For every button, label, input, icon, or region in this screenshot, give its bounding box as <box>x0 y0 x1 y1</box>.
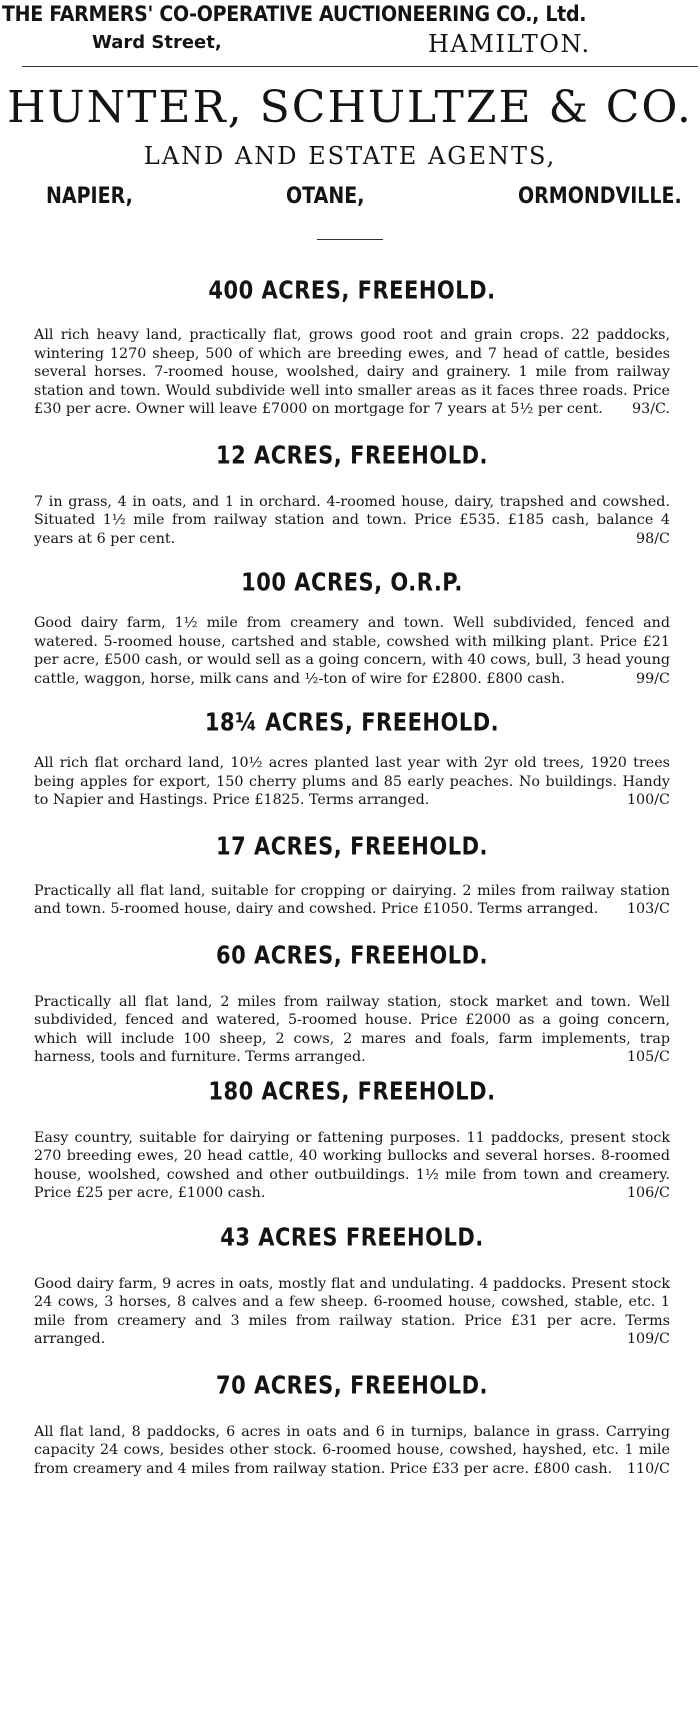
listing-text: All flat land, 8 paddocks, 6 acres in oats and 6 in turnips, balance in grass. Carrying capacity 24 cows, besides other stock. 6-roomed house, cowshed, hayshed, etc. 1 mile from creamery and 4 miles from railway station. Price £33 per acre. £800 cash. <box>34 1423 670 1477</box>
listing-reference: 98/C <box>636 530 670 547</box>
property-listings <box>0 275 700 1478</box>
listing-reference: 103/C <box>626 901 670 917</box>
firm-name: HUNTER, SCHULTZE & CO. <box>7 82 693 133</box>
listing-reference: 105/C <box>626 1049 670 1065</box>
listing <box>34 1222 670 1349</box>
listing-description <box>34 1423 670 1479</box>
listing <box>34 831 670 919</box>
listing-heading: 12 ACRES, FREEHOLD. <box>215 440 489 469</box>
listing-heading: 70 ACRES, FREEHOLD. <box>215 1370 489 1399</box>
town-ormondville: ORMONDVILLE. <box>518 183 682 209</box>
office-towns <box>0 177 700 215</box>
section-divider <box>317 239 383 240</box>
listing-description <box>34 614 670 688</box>
listing-heading: 60 ACRES, FREEHOLD. <box>215 940 489 969</box>
listing-reference: 110/C <box>626 1460 670 1477</box>
listing-reference: 99/C <box>636 670 670 687</box>
listing-text: Good dairy farm, 1½ mile from creamery and town. Well subdivided, fenced and watered. 5-roomed house, cartshed and stable, cowshed with milking plant. Price £21 per acre, £500 cash, or would sell as a going concern, with 40 cows, bull, 3 head young cattle, waggon, horse, milk cans and ½-ton of wire for £2800. £800 cash. <box>34 615 670 687</box>
address-line <box>0 32 700 66</box>
listing-text: All rich flat orchard land, 10½ acres planted last year with 2yr old trees, 1920 trees being apples for export, 150 cherry plums and 85 early peaches. No buildings. Handy to Napier and Hastings. Price £1825. Terms arranged. <box>34 755 670 808</box>
city-name: HAMILTON. <box>428 30 591 58</box>
listing-reference: 93/C. <box>632 401 670 417</box>
street-address: Ward Street, <box>92 32 222 53</box>
listing <box>34 567 670 688</box>
listing-text: 7 in grass, 4 in oats, and 1 in orchard. 4-roomed house, dairy, trapshed and cowshed. Situated 1½ mile from railway station and town. Price £535. £185 cash, balance 4 years at 6 per cent. <box>34 493 670 547</box>
town-napier: NAPIER, <box>46 183 133 209</box>
listing-text: Good dairy farm, 9 acres in oats, mostly flat and undulating. 4 paddocks. Present stock 24 cows, 3 horses, 8 calves and a few sheep. 6-roomed house, cowshed, stable, etc. 1 mile from creamery and 3 miles from railway station. Price £31 per acre. Terms arranged. <box>34 1275 670 1347</box>
listing-text: All rich heavy land, practically flat, grows good root and grain crops. 22 paddocks, wintering 1270 sheep, 500 of which are breeding ewes, and 7 head of cattle, besides several horses. 7-roomed house, woolshed, dairy and grainery. 1 mile from railway station and town. Would subdivide well into smaller areas as it faces three roads. Price £30 per acre. Owner will leave £7000 on mortgage for 7 years at 5½ per cent. <box>34 327 670 417</box>
listing-description <box>34 1129 670 1203</box>
listing-heading: 180 ACRES, FREEHOLD. <box>208 1076 496 1105</box>
listing-reference: 109/C <box>626 1331 670 1347</box>
header-divider <box>22 66 698 67</box>
listing-text: Practically all flat land, suitable for cropping or dairying. 2 miles from railway station and town. 5-roomed house, dairy and cowshed. Price £1050. Terms arranged. <box>34 882 670 917</box>
listing-description <box>34 993 670 1067</box>
town-otane: OTANE, <box>286 183 365 209</box>
listing-heading: 18¼ ACRES, FREEHOLD. <box>204 707 500 737</box>
listing <box>34 440 670 549</box>
listing <box>34 1370 670 1479</box>
listing-reference: 100/C <box>626 792 670 808</box>
listing-heading: 100 ACRES, O.R.P. <box>241 567 463 597</box>
listing-text: Easy country, suitable for dairying or fattening purposes. 11 paddocks, present stock 270 breeding ewes, 20 head cattle, 40 working bullocks and several horses. 8-roomed house, woolshed, cowshed and other outbuildings. 1½ mile from town and creamery. Price £25 per acre, £1000 cash. <box>34 1129 670 1201</box>
listing-description <box>34 754 670 810</box>
listing <box>34 940 670 1067</box>
listing <box>34 275 670 419</box>
listing-text: Practically all flat land, 2 miles from railway station, stock market and town. Well subdivided, fenced and watered, 5-roomed house. Price £2000 as a going concern, which will include 100 sheep, 2 cows, 2 mares and foals, farm implements, trap harness, tools and furniture. Terms arranged. <box>34 993 670 1065</box>
listing-description <box>34 882 670 919</box>
listing-description <box>34 493 670 549</box>
listing-heading: 400 ACRES, FREEHOLD. <box>208 275 496 305</box>
listing-heading: 17 ACRES, FREEHOLD. <box>215 831 489 860</box>
listing-description <box>34 326 670 419</box>
firm-tagline: LAND AND ESTATE AGENTS, <box>143 142 557 170</box>
listing-heading: 43 ACRES FREEHOLD. <box>220 1222 484 1251</box>
listing-reference: 106/C <box>626 1185 670 1201</box>
listing <box>34 1076 670 1203</box>
company-banner: THE FARMERS' CO-OPERATIVE AUCTIONEERING CO., Ltd. <box>2 2 587 27</box>
listing-description <box>34 1275 670 1349</box>
listing <box>34 707 670 810</box>
